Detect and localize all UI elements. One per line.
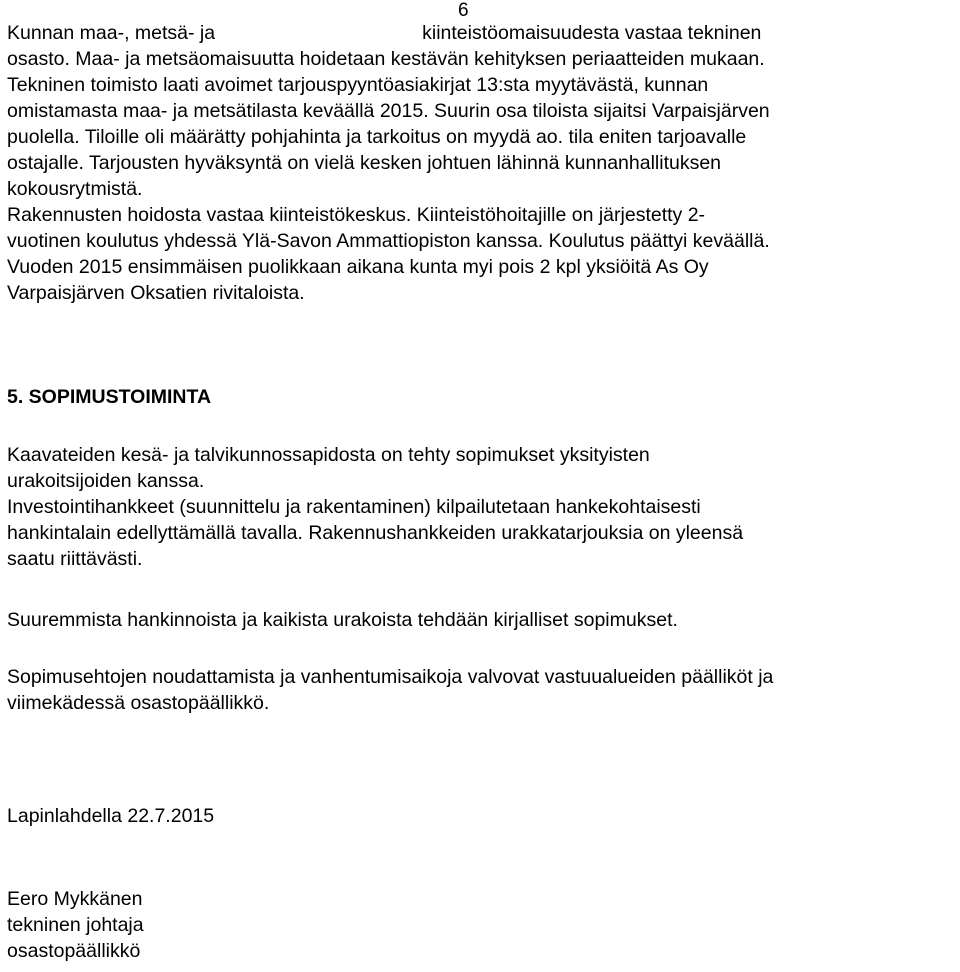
paragraph-line: hankintalain edellyttämällä tavalla. Rakennushankkeiden urakkatarjouksia on yleensä <box>7 522 744 544</box>
place-date: Lapinlahdella 22.7.2015 <box>7 805 215 827</box>
paragraph-line <box>7 20 761 46</box>
paragraph-line: Investointihankkeet (suunnittelu ja rakentaminen) kilpailutetaan hankekohtaisesti <box>7 496 701 518</box>
paragraph-line: saatu riittävästi. <box>7 548 143 570</box>
paragraph-line: omistamasta maa- ja metsätilasta keväällä 2015. Suurin osa tiloista sijaitsi Varpaisjärven <box>7 100 770 122</box>
paragraph-line: Tekninen toimisto laati avoimet tarjouspyyntöasiakirjat 13:sta myytävästä, kunnan <box>7 74 709 96</box>
paragraph-line: vuotinen koulutus yhdessä Ylä-Savon Ammattiopiston kanssa. Koulutus päättyi keväällä. <box>7 230 770 252</box>
paragraph-line: kokousrytmistä. <box>7 178 143 200</box>
paragraph-line: viimekädessä osastopäällikkö. <box>7 692 270 714</box>
paragraph-line: Sopimusehtojen noudattamista ja vanhentumisaikoja valvovat vastuualueiden päälliköt ja <box>7 666 774 688</box>
paragraph-line: Vuoden 2015 ensimmäisen puolikkaan aikana kunta myi pois 2 kpl yksiöitä As Oy <box>7 256 709 278</box>
paragraph-line: Rakennusten hoidosta vastaa kiinteistökeskus. Kiinteistöhoitajille on järjestetty 2- <box>7 204 706 226</box>
signer-name: Eero Mykkänen <box>7 888 143 910</box>
paragraph-line-start: Kunnan maa-, metsä- ja <box>7 22 216 44</box>
paragraph-line: Suuremmista hankinnoista ja kaikista urakoista tehdään kirjalliset sopimukset. <box>7 609 678 631</box>
signer-title: tekninen johtaja <box>7 914 144 936</box>
paragraph-line: Kaavateiden kesä- ja talvikunnossapidosta on tehty sopimukset yksityisten <box>7 444 650 466</box>
paragraph-line-end: kiinteistöomaisuudesta vastaa tekninen <box>422 22 762 44</box>
signer-role: osastopäällikkö <box>7 940 141 962</box>
paragraph-line: Varpaisjärven Oksatien rivitaloista. <box>7 282 305 304</box>
paragraph-line: ostajalle. Tarjousten hyväksyntä on vielä kesken johtuen lähinnä kunnanhallituksen <box>7 152 722 174</box>
paragraph-line: puolella. Tiloille oli määrätty pohjahinta ja tarkoitus on myydä ao. tila eniten tarjoavalle <box>7 126 747 148</box>
paragraph-line: osasto. Maa- ja metsäomaisuutta hoidetaan kestävän kehityksen periaatteiden mukaan. <box>7 48 765 70</box>
paragraph-line: urakoitsijoiden kanssa. <box>7 470 205 492</box>
section-heading: 5. SOPIMUSTOIMINTA <box>7 386 212 408</box>
page-number: 6 <box>458 0 469 21</box>
